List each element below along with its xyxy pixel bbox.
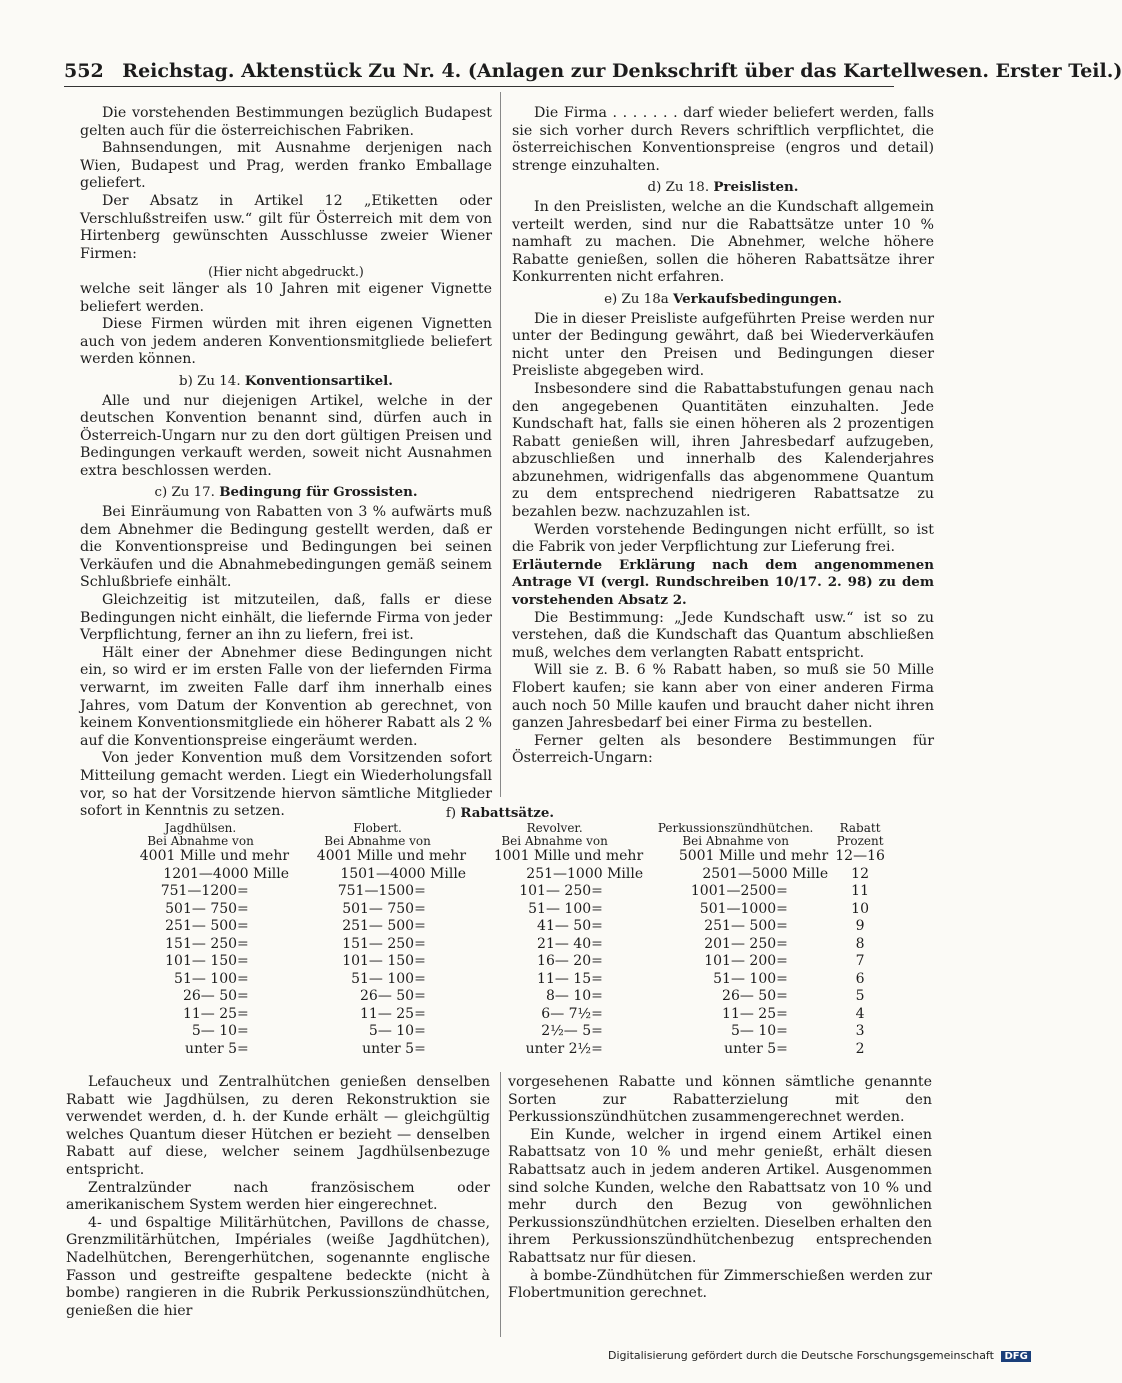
table-cell: 26— 50 — [722, 988, 777, 1004]
table-cell: 11— 15 — [537, 970, 592, 987]
ditto-mark: = — [237, 883, 249, 899]
ditto-mark: = — [414, 988, 426, 1004]
paragraph: Ein Kunde, welcher in irgend einem Artikel einen Rabattsatz von 10 % und mehr genießt, erhält diesen Rabattsatz auch in jedem anderen Artikel. Ausgenommen sind solche Kunden, welche den Rabattsatz von 10 % und mehr durch den Bezug von gewöhnlichen Perkussionszündhütchen erzielten. Dieselben erhalten den ihrem Perkussionszündhütchenbezug entsprechenden Rabattsatz nur für diesen. — [508, 1126, 932, 1266]
table-row — [112, 866, 892, 884]
page-number: 552 — [64, 60, 104, 82]
paragraph: Will sie z. B. 6 % Rabatt haben, so muß sie 50 Mille Flobert kaufen; sie kann aber von einer anderen Firma auch noch 50 Mille kaufen und braucht daher nicht ihren ganzen Jahresbedarf bei einer Firma zu bestellen. — [512, 662, 934, 732]
table-cell: unter 5 — [362, 1040, 415, 1057]
paragraph: Lefaucheux und Zentralhütchen genießen denselben Rabatt wie Jagdhülsen, zu deren Rekonstruktion sie verwendet werden, d. h. der Kunde erhält — gleichgültig welches Quantum dieser Hütchen er bezieht — denselben Rabatt auf diese, welcher seinem Jagdhülsenbezuge entspricht. — [66, 1074, 490, 1178]
table-cell: 1001 Mille und mehr — [493, 848, 644, 864]
ditto-mark: = — [591, 1040, 603, 1057]
section-heading: b) Zu 14. Konventionsartikel. — [179, 372, 393, 389]
table-cell: 51— 100 — [528, 900, 592, 917]
table-cell: 251— 500 — [342, 918, 415, 934]
table-cell: 21— 40 — [537, 935, 592, 952]
paragraph: Bei Einräumung von Rabatten von 3 % aufwärts muß dem Abnehmer die Bedingung gestellt werden, daß er die Konventionspreise und Bedingungen bei seinen Verkäufen und die Abnahmebedingungen gemäß seinem Schlußbriefe einhält. — [80, 504, 492, 591]
rabatt-cell: 12 — [851, 865, 869, 882]
paragraph: Die in dieser Preisliste aufgeführten Preise werden nur unter der Bedingung gewährt, daß bei Wiederverkäufen nicht unter den Preisen und Bedingungen dieser Preisliste abgegeben wird. — [512, 310, 934, 380]
table-cell: unter 5 — [724, 1040, 777, 1057]
table-cell: 1201—4000 Mille — [163, 865, 290, 882]
table-cell: 8— 10 — [545, 988, 592, 1004]
column-header: Rabatt Prozent — [836, 821, 884, 848]
ditto-mark: = — [591, 1023, 603, 1039]
paragraph: Der Absatz in Artikel 12 „Etiketten oder Verschlußstreifen usw.“ gilt für Österreich mit dem von Hirtenberg gewünschten Ausschlusse zweier Wiener Firmen: — [80, 192, 492, 262]
ditto-mark: = — [237, 970, 249, 987]
right-column-bottom — [508, 1074, 932, 1303]
column-divider-bottom — [500, 1072, 501, 1337]
table-cell: 201— 250 — [704, 935, 777, 952]
column-header: Revolver. Bei Abnahme von — [501, 821, 608, 848]
table-cell: unter 2½ — [525, 1040, 592, 1057]
ditto-mark: = — [237, 988, 249, 1004]
rabatt-cell: 5 — [855, 988, 865, 1004]
table-title-text: Rabattsätze. — [460, 805, 555, 821]
ditto-mark: = — [237, 1005, 249, 1022]
table-row — [112, 953, 892, 971]
table-cell: 5— 10 — [730, 1023, 777, 1039]
dfg-logo: DFG — [1001, 1351, 1030, 1362]
paragraph: Die vorstehenden Bestimmungen bezüglich Budapest gelten auch für die österreichischen Fabriken. — [80, 105, 492, 139]
table-cell: 16— 20 — [537, 953, 592, 969]
ditto-mark: = — [414, 1040, 426, 1057]
ditto-mark: = — [237, 953, 249, 969]
right-column-top — [512, 105, 934, 768]
table-cell: 6— 7½ — [541, 1005, 592, 1022]
table-cell: 101— 250 — [519, 883, 592, 899]
table-cell: 151— 250 — [342, 935, 415, 952]
table-cell: 11— 25 — [722, 1005, 777, 1022]
paragraph: vorgesehenen Rabatte und können sämtliche genannte Sorten zur Rabatterzielung mit den Perkussionszündhütchen zusammengerechnet werden. — [508, 1074, 932, 1126]
table-row — [112, 988, 892, 1006]
section-heading: e) Zu 18a Verkaufsbedingungen. — [604, 290, 842, 307]
rabatt-cell: 3 — [855, 1023, 865, 1039]
table-cell: 51— 100 — [174, 970, 238, 987]
table-cell: 11— 25 — [182, 1005, 238, 1022]
table-cell: 4001 Mille und mehr — [316, 848, 467, 864]
rabatt-cell: 7 — [855, 953, 865, 969]
ditto-mark: = — [776, 953, 788, 969]
table-cell: 51— 100 — [713, 970, 777, 987]
table-cell: unter 5 — [185, 1040, 238, 1057]
paragraph: Diese Firmen würden mit ihren eigenen Vignetten auch von jedem anderen Konventionsmitgliede beliefert werden können. — [80, 316, 492, 368]
paragraph: Werden vorstehende Bedingungen nicht erfüllt, so ist die Fabrik von jeder Verpflichtung zur Lieferung frei. — [512, 521, 934, 556]
paragraph: à bombe-Zündhütchen für Zimmerschießen werden zur Flobertmunition gerechnet. — [508, 1267, 932, 1302]
left-column-top — [80, 105, 492, 821]
table-cell: 751—1500 — [337, 883, 415, 899]
ditto-mark: = — [591, 970, 603, 987]
header-title: Reichstag. Aktenstück Zu Nr. 4. (Anlagen zur Denkschrift über das Kartellwesen. Erster Teil.) — [122, 60, 1122, 82]
left-column-bottom — [66, 1074, 490, 1320]
column-header: Perkussionszündhütchen. Bei Abnahme von — [657, 821, 814, 848]
paragraph: Alle und nur diejenigen Artikel, welche in der deutschen Konvention benannt sind, dürfen auch in Österreich-Ungarn nur zu den dort gültigen Preisen und Bedingungen verkauft werden, soweit nicht Ausnahmen extra beschlossen werden. — [80, 392, 492, 479]
rabatt-cell: 10 — [851, 900, 869, 917]
rabatt-table — [112, 822, 892, 1058]
table-cell: 101— 200 — [704, 953, 777, 969]
ditto-mark: = — [591, 900, 603, 917]
ditto-mark: = — [591, 918, 603, 934]
paragraph: In den Preislisten, welche an die Kundschaft allgemein verteilt werden, sind nur die Rabattsätze unter 10 % namhaft zu machen. Die Abnehmer, welche höhere Rabatte genießen, sollen die höheren Rabattsätze ihrer Konkurrenten nicht erfahren. — [512, 198, 934, 286]
paragraph: Hält einer der Abnehmer diese Bedingungen nicht ein, so wird er im ersten Falle von der liefernden Firma verwarnt, im zweiten Falle darf ihm innerhalb eines Jahres, vom Datum der Konvention ab gerechnet, von keinem Konventionsmitgliede ein höherer Rabatt als 2 % auf die Konventionspreise eingeräumt werden. — [80, 644, 492, 749]
ditto-mark: = — [591, 988, 603, 1004]
footer-credit — [608, 1349, 1031, 1362]
ditto-mark: = — [414, 935, 426, 952]
table-cell: 151— 250 — [165, 935, 238, 952]
table-cell: 2501—5000 Mille — [702, 865, 829, 882]
table-row — [112, 971, 892, 989]
rabatt-cell: 4 — [855, 1005, 865, 1022]
ditto-mark: = — [591, 953, 603, 969]
ditto-mark: = — [776, 1023, 788, 1039]
paragraph: Die Firma . . . . . . . darf wieder beliefert werden, falls sie sich vorher durch Revers schriftlich verpflichtet, die österreichischen Konventionspreise (engros und detail) strenge einzuhalten. — [512, 105, 934, 174]
ditto-mark: = — [776, 970, 788, 987]
table-title: f) Rabattsätze. — [445, 805, 555, 821]
ditto-mark: = — [776, 900, 788, 917]
table-cell: 101— 150 — [165, 953, 238, 969]
page-header — [64, 60, 1122, 82]
ditto-mark: = — [776, 988, 788, 1004]
table-cell: 501— 750 — [342, 900, 415, 917]
paragraph: Zentralzünder nach französischem oder amerikanischem System werden hier eingerechnet. — [66, 1179, 490, 1214]
ditto-mark: = — [237, 935, 249, 952]
table-row — [112, 918, 892, 936]
rabatt-cell: 2 — [855, 1040, 865, 1057]
ditto-mark: = — [414, 970, 426, 987]
table-cell: 51— 100 — [351, 970, 415, 987]
explanatory-note: Erläuternde Erklärung nach dem angenommenen Antrage VI (vergl. Rundschreiben 10/17. 2. 98) zu dem vorstehenden Absatz 2. — [512, 556, 934, 609]
paragraph: welche seit länger als 10 Jahren mit eigener Vignette beliefert werden. — [80, 280, 492, 315]
table-row — [112, 1006, 892, 1024]
column-header: Flobert. Bei Abnahme von — [324, 821, 431, 848]
table-row — [112, 936, 892, 954]
table-cell: 251— 500 — [165, 918, 238, 934]
rabatt-cell: 9 — [855, 918, 865, 934]
paragraph: Ferner gelten als besondere Bestimmungen für Österreich-Ungarn: — [512, 732, 934, 767]
table-cell: 1001—2500 — [690, 883, 777, 899]
ditto-mark: = — [237, 1040, 249, 1057]
paragraph: Bahnsendungen, mit Ausnahme derjenigen nach Wien, Budapest und Prag, werden franko Emballage geliefert. — [80, 140, 492, 192]
table-cell: 1501—4000 Mille — [340, 865, 467, 882]
ditto-mark: = — [776, 1040, 788, 1057]
table-cell: 5— 10 — [191, 1023, 238, 1039]
rabatt-cell: 12—16 — [835, 848, 885, 864]
table-cell: 751—1200 — [160, 883, 238, 899]
ditto-mark: = — [414, 1005, 426, 1022]
paragraph: Von jeder Konvention muß dem Vorsitzenden sofort Mitteilung gemacht werden. Liegt ein Wiederholungsfall vor, so hat der Vorsitzende hiervon sämtliche Mitglieder sofort in Kenntnis zu setzen. — [80, 750, 492, 820]
table-cell: 5— 10 — [368, 1023, 415, 1039]
table-cell: 11— 25 — [360, 1005, 415, 1022]
ditto-mark: = — [414, 953, 426, 969]
table-cell: 41— 50 — [537, 918, 592, 934]
ditto-mark: = — [414, 918, 426, 934]
paragraph: (Hier nicht abgedruckt.) — [208, 264, 364, 280]
table-cell: 2½— 5 — [541, 1023, 592, 1039]
paragraph: 4- und 6spaltige Militärhütchen, Pavillons de chasse, Grenzmilitärhütchen, Impériales (weiße Jagdhütchen), Nadelhütchen, Berengerhütchen, sogenannte englische Fasson und gestreifte gespaltene bedeckte (nicht à bombe) rangieren in die Rubrik Perkussionszündhütchen, genießen die hier — [66, 1214, 490, 1319]
table-row — [112, 883, 892, 901]
table-row — [112, 1041, 892, 1059]
footer-text: Digitalisierung gefördert durch die Deutsche Forschungsgemeinschaft — [608, 1349, 994, 1362]
ditto-mark: = — [414, 900, 426, 917]
ditto-mark: = — [414, 883, 426, 899]
ditto-mark: = — [591, 1005, 603, 1022]
ditto-mark: = — [591, 935, 603, 952]
table-row — [112, 1023, 892, 1041]
ditto-mark: = — [414, 1023, 426, 1039]
table-cell: 4001 Mille und mehr — [139, 848, 290, 864]
rabatt-cell: 8 — [855, 935, 865, 952]
column-header: Jagdhülsen. Bei Abnahme von — [147, 821, 254, 848]
table-cell: 501— 750 — [165, 900, 238, 917]
rabatt-cell: 6 — [855, 970, 865, 987]
column-divider-top — [500, 92, 501, 797]
ditto-mark: = — [776, 1005, 788, 1022]
ditto-mark: = — [776, 918, 788, 934]
paragraph: Gleichzeitig ist mitzuteilen, daß, falls er diese Bedingungen nicht einhält, die liefernde Firma von jeder Verpflichtung, ferner an ihn zu liefern, frei ist. — [80, 592, 492, 644]
table-cell: 5001 Mille und mehr — [678, 848, 829, 864]
table-cell: 251—1000 Mille — [526, 865, 644, 882]
table-cell: 26— 50 — [360, 988, 415, 1004]
table-cell: 101— 150 — [342, 953, 415, 969]
ditto-mark: = — [237, 1023, 249, 1039]
ditto-mark: = — [776, 883, 788, 899]
header-rule — [64, 86, 894, 87]
ditto-mark: = — [591, 883, 603, 899]
rabatt-cell: 11 — [851, 883, 869, 899]
ditto-mark: = — [776, 935, 788, 952]
paragraph: Die Bestimmung: „Jede Kundschaft usw.“ ist so zu verstehen, daß die Kundschaft das Quantum abschließen muß, welches dem verlangten Rabatt entspricht. — [512, 609, 934, 661]
table-row — [112, 901, 892, 919]
paragraph: Insbesondere sind die Rabattabstufungen genau nach den angegebenen Quantitäten einzuhalten. Jede Kundschaft hat, falls sie einen höheren als 2 prozentigen Rabatt genießen will, ihren Jahresbedarf aufzugeben, abzuschließen und innerhalb des Kalenderjahres abzunehmen, widrigenfalls das abgenommene Quantum zu dem entsprechend niedrigeren Rabattsatze zu bezahlen bezw. nachzuzahlen ist. — [512, 380, 934, 521]
ditto-mark: = — [237, 900, 249, 917]
table-row — [112, 848, 892, 866]
table-cell: 26— 50 — [182, 988, 238, 1004]
table-cell: 501—1000 — [699, 900, 777, 917]
section-heading: d) Zu 18. Preislisten. — [647, 179, 799, 196]
section-heading: c) Zu 17. Bedingung für Grossisten. — [154, 484, 418, 501]
ditto-mark: = — [237, 918, 249, 934]
table-cell: 251— 500 — [704, 918, 777, 934]
